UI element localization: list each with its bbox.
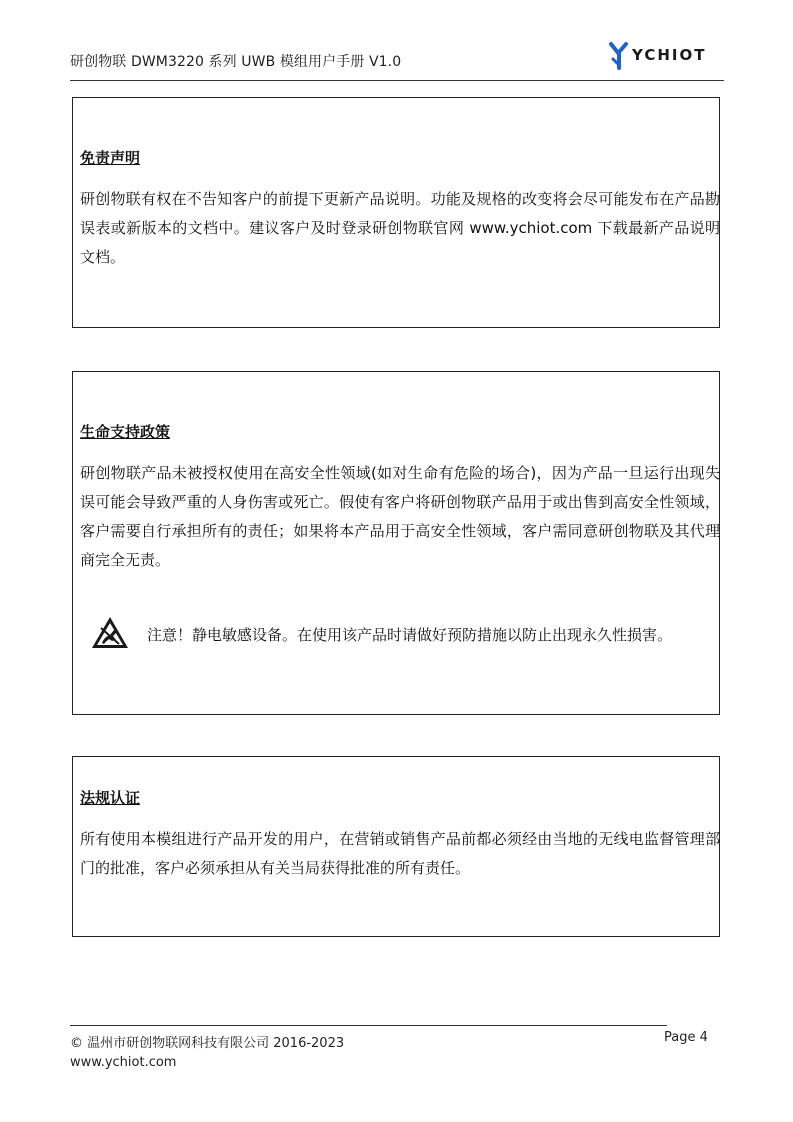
footer-divider (70, 1025, 667, 1026)
life-support-body: 研创物联产品未被授权使用在高安全性领域(如对生命有危险的场合)，因为产品一旦运行出现失误可能会导致严重的人身伤害或死亡。假使有客户将研创物联产品用于或出售到高安全性领域，客户需要自行承担所有的责任；如果将本产品用于高安全性领域，客户需同意研创物联及其代理商完全无责。 (80, 464, 720, 569)
esd-notice-text: 注意！静电敏感设备。在使用该产品时请做好预防措施以防止出现永久性损害。 (147, 626, 673, 644)
company-logo (608, 42, 718, 72)
life-support-title: 生命支持政策 (80, 423, 171, 441)
document-title: 研创物联 DWM3220 系列 UWB 模组用户手册 V1.0 (70, 54, 402, 70)
footer-website-link[interactable]: www.ychiot.com (70, 1055, 177, 1070)
certification-body: 所有使用本模组进行产品开发的用户，在营销或销售产品前都必须经由当地的无线电监督管理部门的批准，客户必须承担从有关当局获得批准的所有责任。 (80, 830, 720, 877)
logo-mark-icon (608, 42, 630, 70)
disclaimer-body: 研创物联有权在不告知客户的前提下更新产品说明。功能及规格的改变将会尽可能发布在产品勘误表或新版本的文档中。建议客户及时登录研创物联官网 www.ychiot.com 下载最新产品说明文档。 (80, 190, 720, 266)
certification-section (72, 756, 720, 937)
footer-copyright: © 温州市研创物联网科技有限公司 2016-2023 (70, 1036, 345, 1051)
life-support-section (72, 371, 720, 715)
certification-title: 法规认证 (80, 789, 141, 807)
disclaimer-title: 免责声明 (80, 149, 141, 167)
logo-text: YCHIOT (632, 46, 707, 64)
header-divider (70, 80, 724, 81)
disclaimer-section (72, 97, 720, 328)
esd-warning-icon (91, 616, 129, 650)
esd-notice (91, 616, 711, 652)
page-number: Page 4 (664, 1030, 708, 1045)
